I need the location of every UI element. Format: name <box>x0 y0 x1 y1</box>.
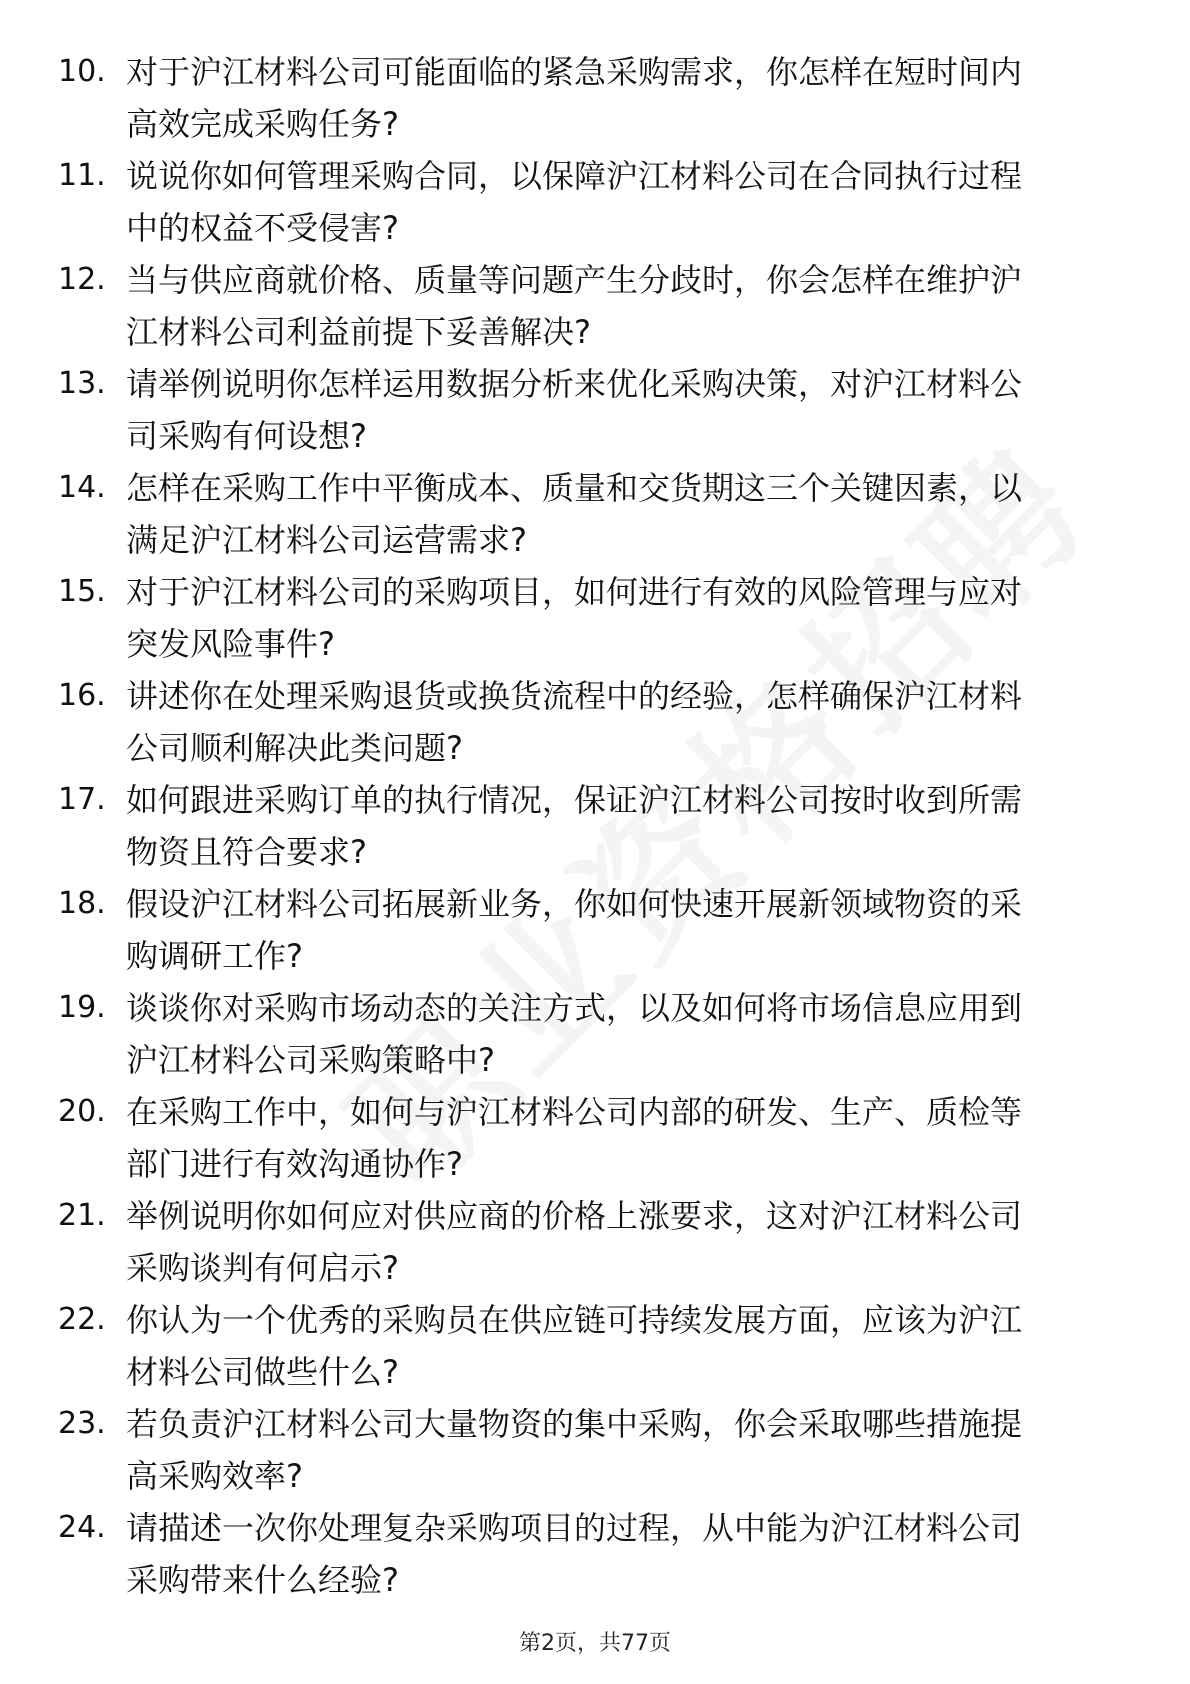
question-text <box>126 670 1136 774</box>
question-item <box>0 358 1190 462</box>
question-line: 讲述你在处理采购退货或换货流程中的经验，怎样确保沪江材料 <box>126 677 1023 715</box>
question-line: 在采购工作中，如何与沪江材料公司内部的研发、生产、质检等 <box>126 1093 1023 1131</box>
question-text <box>126 1190 1136 1294</box>
question-line: 高效完成采购任务? <box>126 105 399 143</box>
question-number: 22. <box>58 1302 106 1337</box>
question-number: 19. <box>58 990 106 1025</box>
question-number: 17. <box>58 782 106 817</box>
question-text <box>126 254 1136 358</box>
question-list <box>0 46 1190 1606</box>
question-text <box>126 1086 1136 1190</box>
question-line: 公司顺利解决此类问题? <box>126 729 463 767</box>
question-line: 高采购效率? <box>126 1457 303 1495</box>
question-line: 请举例说明你怎样运用数据分析来优化采购决策，对沪江材料公 <box>126 365 1023 403</box>
question-item <box>0 1398 1190 1502</box>
question-text <box>126 878 1136 982</box>
question-line: 你认为一个优秀的采购员在供应链可持续发展方面，应该为沪江 <box>126 1301 1023 1339</box>
question-line: 举例说明你如何应对供应商的价格上涨要求，这对沪江材料公司 <box>126 1197 1023 1235</box>
question-line: 采购带来什么经验? <box>126 1561 399 1599</box>
question-number: 23. <box>58 1406 106 1441</box>
question-item <box>0 774 1190 878</box>
question-item <box>0 982 1190 1086</box>
question-text <box>126 1502 1136 1606</box>
question-text <box>126 982 1136 1086</box>
question-text <box>126 566 1136 670</box>
question-line: 对于沪江材料公司可能面临的紧急采购需求，你怎样在短时间内 <box>126 53 1023 91</box>
question-text <box>126 774 1136 878</box>
question-number: 15. <box>58 574 106 609</box>
question-number: 10. <box>58 54 106 89</box>
question-line: 对于沪江材料公司的采购项目，如何进行有效的风险管理与应对 <box>126 573 1023 611</box>
question-line: 沪江材料公司采购策略中? <box>126 1041 495 1079</box>
question-line: 部门进行有效沟通协作? <box>126 1145 463 1183</box>
question-line: 请描述一次你处理复杂采购项目的过程，从中能为沪江材料公司 <box>126 1509 1023 1547</box>
question-number: 18. <box>58 886 106 921</box>
question-text <box>126 1398 1136 1502</box>
question-number: 16. <box>58 678 106 713</box>
question-text <box>126 150 1136 254</box>
question-item <box>0 566 1190 670</box>
question-item <box>0 1190 1190 1294</box>
question-number: 12. <box>58 262 106 297</box>
question-line: 司采购有何设想? <box>126 417 367 455</box>
question-item <box>0 1294 1190 1398</box>
question-item <box>0 150 1190 254</box>
question-line: 满足沪江材料公司运营需求? <box>126 521 527 559</box>
question-line: 购调研工作? <box>126 937 303 975</box>
page-footer <box>0 1626 1190 1657</box>
question-number: 11. <box>58 158 106 193</box>
question-number: 13. <box>58 366 106 401</box>
question-item <box>0 1086 1190 1190</box>
question-line: 材料公司做些什么? <box>126 1353 399 1391</box>
question-line: 采购谈判有何启示? <box>126 1249 399 1287</box>
question-item <box>0 462 1190 566</box>
question-number: 20. <box>58 1094 106 1129</box>
question-item <box>0 1502 1190 1606</box>
question-text <box>126 46 1136 150</box>
question-number: 14. <box>58 470 106 505</box>
question-number: 24. <box>58 1510 106 1545</box>
question-line: 当与供应商就价格、质量等问题产生分歧时，你会怎样在维护沪 <box>126 261 1023 299</box>
question-text <box>126 462 1136 566</box>
page-number-label: 第2页，共77页 <box>519 1631 671 1656</box>
question-line: 说说你如何管理采购合同，以保障沪江材料公司在合同执行过程 <box>126 157 1023 195</box>
question-item <box>0 878 1190 982</box>
question-item <box>0 670 1190 774</box>
question-item <box>0 254 1190 358</box>
question-item <box>0 46 1190 150</box>
question-line: 若负责沪江材料公司大量物资的集中采购，你会采取哪些措施提 <box>126 1405 1023 1443</box>
question-line: 谈谈你对采购市场动态的关注方式，以及如何将市场信息应用到 <box>126 989 1023 1027</box>
question-line: 突发风险事件? <box>126 625 335 663</box>
question-line: 中的权益不受侵害? <box>126 209 399 247</box>
question-line: 假设沪江材料公司拓展新业务，你如何快速开展新领域物资的采 <box>126 885 1023 923</box>
question-text <box>126 1294 1136 1398</box>
question-line: 物资且符合要求? <box>126 833 367 871</box>
question-line: 江材料公司利益前提下妥善解决? <box>126 313 591 351</box>
question-text <box>126 358 1136 462</box>
question-number: 21. <box>58 1198 106 1233</box>
question-line: 怎样在采购工作中平衡成本、质量和交货期这三个关键因素，以 <box>126 469 1023 507</box>
question-line: 如何跟进采购订单的执行情况，保证沪江材料公司按时收到所需 <box>126 781 1023 819</box>
